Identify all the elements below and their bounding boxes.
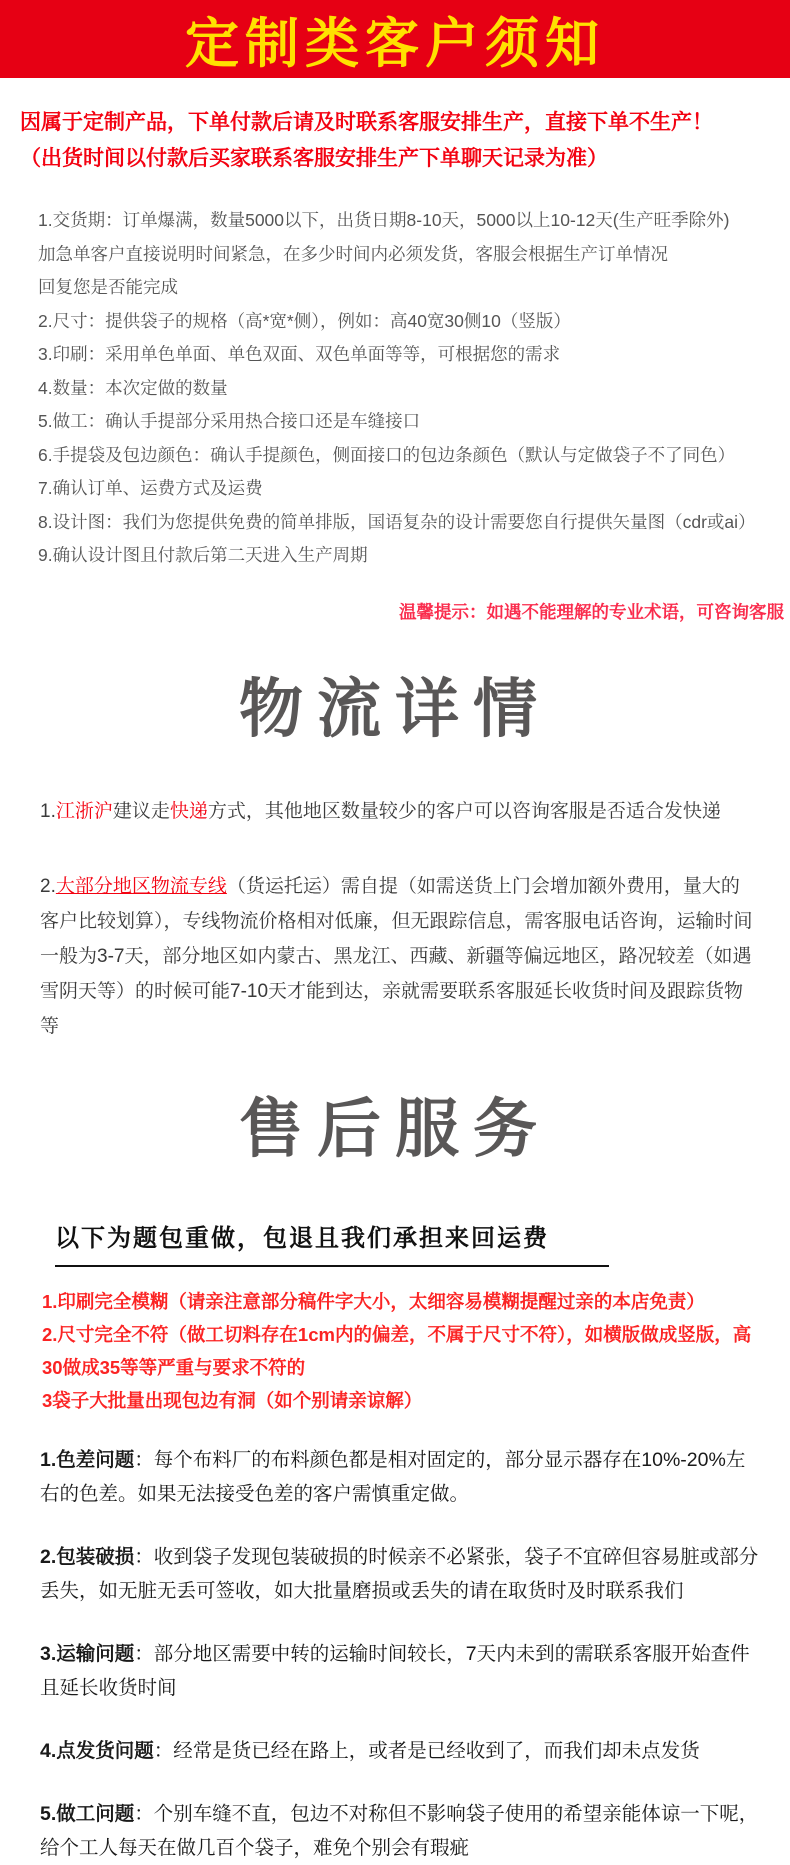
issue-item [40,1734,762,1768]
refund-condition: 1.印刷完全模糊（请亲注意部分稿件字大小，太细容易模糊提醒过亲的本店免责） [42,1290,705,1312]
issue-label: 3.运输问题 [40,1642,135,1665]
issue-text: ：经常是货已经在路上，或者是已经收到了，而我们却未点发货 [153,1739,700,1762]
warning-line-1: 因属于定制产品，下单付款后请及时联系客服安排生产，直接下单不生产！ [20,111,713,134]
notice-line: 回复您是否能完成 [38,277,178,297]
notice-line: 3.印刷：采用单色单面、单色双面、双色单面等等，可根据您的需求 [38,344,561,364]
notice-line: 1.交货期：订单爆满，数量5000以下，出货日期8-10天，5000以上10-12天(生产旺季除外) [38,210,730,230]
refund-condition: 2.尺寸完全不符（做工切料存在1cm内的偏差，不属于尺寸不符），如横版做成竖版，高30做成35等等严重与要求不符的 [42,1323,752,1378]
notice-line: 4.数量：本次定做的数量 [38,377,228,398]
logistics-item-2 [40,869,758,1044]
notice-line: 8.设计图：我们为您提供免费的简单排版，国语复杂的设计需要您自行提供矢量图（cdr或ai） [38,511,756,532]
issue-text: ：部分地区需要中转的运输时间较长，7天内未到的需联系客服开始查件且延长收货时间 [40,1642,750,1699]
logistics-item-1-express: 快递 [169,800,208,822]
issue-label: 4.点发货问题 [40,1739,154,1762]
issue-item [40,1797,762,1865]
logistics-item-1-rest: 方式，其他地区数量较少的客户可以咨询客服是否适合发快递 [207,800,721,822]
aftersales-section-heading: 售后服务 [239,1093,551,1165]
notice-line: 2.尺寸：提供袋子的规格（高*宽*侧），例如：高40宽30侧10（竖版） [38,310,571,331]
order-notice-list [38,204,780,573]
issue-text: ：收到袋子发现包装破损的时候亲不必紧张，袋子不宜碎但容易脏或部分丢失，如无脏无丢可签收，如大批量磨损或丢失的请在取货时及时联系我们 [40,1545,759,1602]
refund-condition: 3袋子大批量出现包边有洞（如个别请亲谅解） [42,1389,423,1411]
notice-line: 5.做工：确认手提部分采用热合接口还是车缝接口 [38,411,421,431]
notice-line: 9.确认设计图且付款后第二天进入生产周期 [38,545,368,565]
logistics-item-1 [40,794,758,829]
issue-text: ：每个布料厂的布料颜色都是相对固定的，部分显示器存在10%-20%左右的色差。如果无法接受色差的客户需慎重定做。 [40,1448,746,1505]
issue-label: 5.做工问题 [40,1802,135,1825]
notice-line: 7.确认订单、运费方式及运费 [38,478,263,498]
warm-tip: 温馨提示：如遇不能理解的专业术语，可咨询客服 [399,601,784,622]
warning-line-2: （出货时间以付款后买家联系客服安排生产下单聊天记录为准） [20,147,608,170]
logistics-item-1-mid: 建议走 [112,800,170,822]
notice-line: 6.手提袋及包边颜色：确认手提颜色，侧面接口的包边条颜色（默认与定做袋子不了同色） [38,444,736,465]
issue-item [40,1443,762,1511]
notice-line: 加急单客户直接说明时间紧急，在多少时间内必须发货，客服会根据生产订单情况 [38,243,668,264]
logistics-section-heading: 物流详情 [239,673,551,745]
page-title: 定制类客户须知 [185,13,605,74]
issue-item [40,1540,762,1608]
logistics-item-2-rest: （货运托运）需自提（如需送货上门会增加额外费用，量大的客户比较划算），专线物流价格相对低廉，但无跟踪信息，需客服电话咨询，运输时间一般为3-7天，部分地区如内蒙古、黑龙江、西藏、新疆等偏远地区，路况较差（如遇雪阴天等）的时候可能7-10天才能到达，亲就需要联系客服延长收货时间及跟踪货物等 [40,875,753,1037]
custom-product-warning [20,105,784,177]
issue-label: 1.色差问题 [40,1448,135,1471]
issue-label: 2.包装破损 [40,1545,135,1568]
logistics-item-1-num: 1. [40,800,56,822]
aftersales-issue-list [40,1443,762,1865]
logistics-item-2-line-name: 大部分地区物流专线 [55,875,227,897]
issue-text: ：个别车缝不直，包边不对称但不影响袋子使用的希望亲能体谅一下呢，给个工人每天在做几百个袋子，难免个别会有瑕疵 [40,1802,759,1859]
logistics-item-2-num: 2. [40,875,56,897]
logistics-item-1-region: 江浙沪 [55,800,113,822]
guarantee-statement: 以下为题包重做，包退且我们承担来回运费 [55,1218,609,1267]
page-header-banner [0,0,790,78]
refund-condition-list [42,1285,760,1417]
issue-item [40,1637,762,1705]
